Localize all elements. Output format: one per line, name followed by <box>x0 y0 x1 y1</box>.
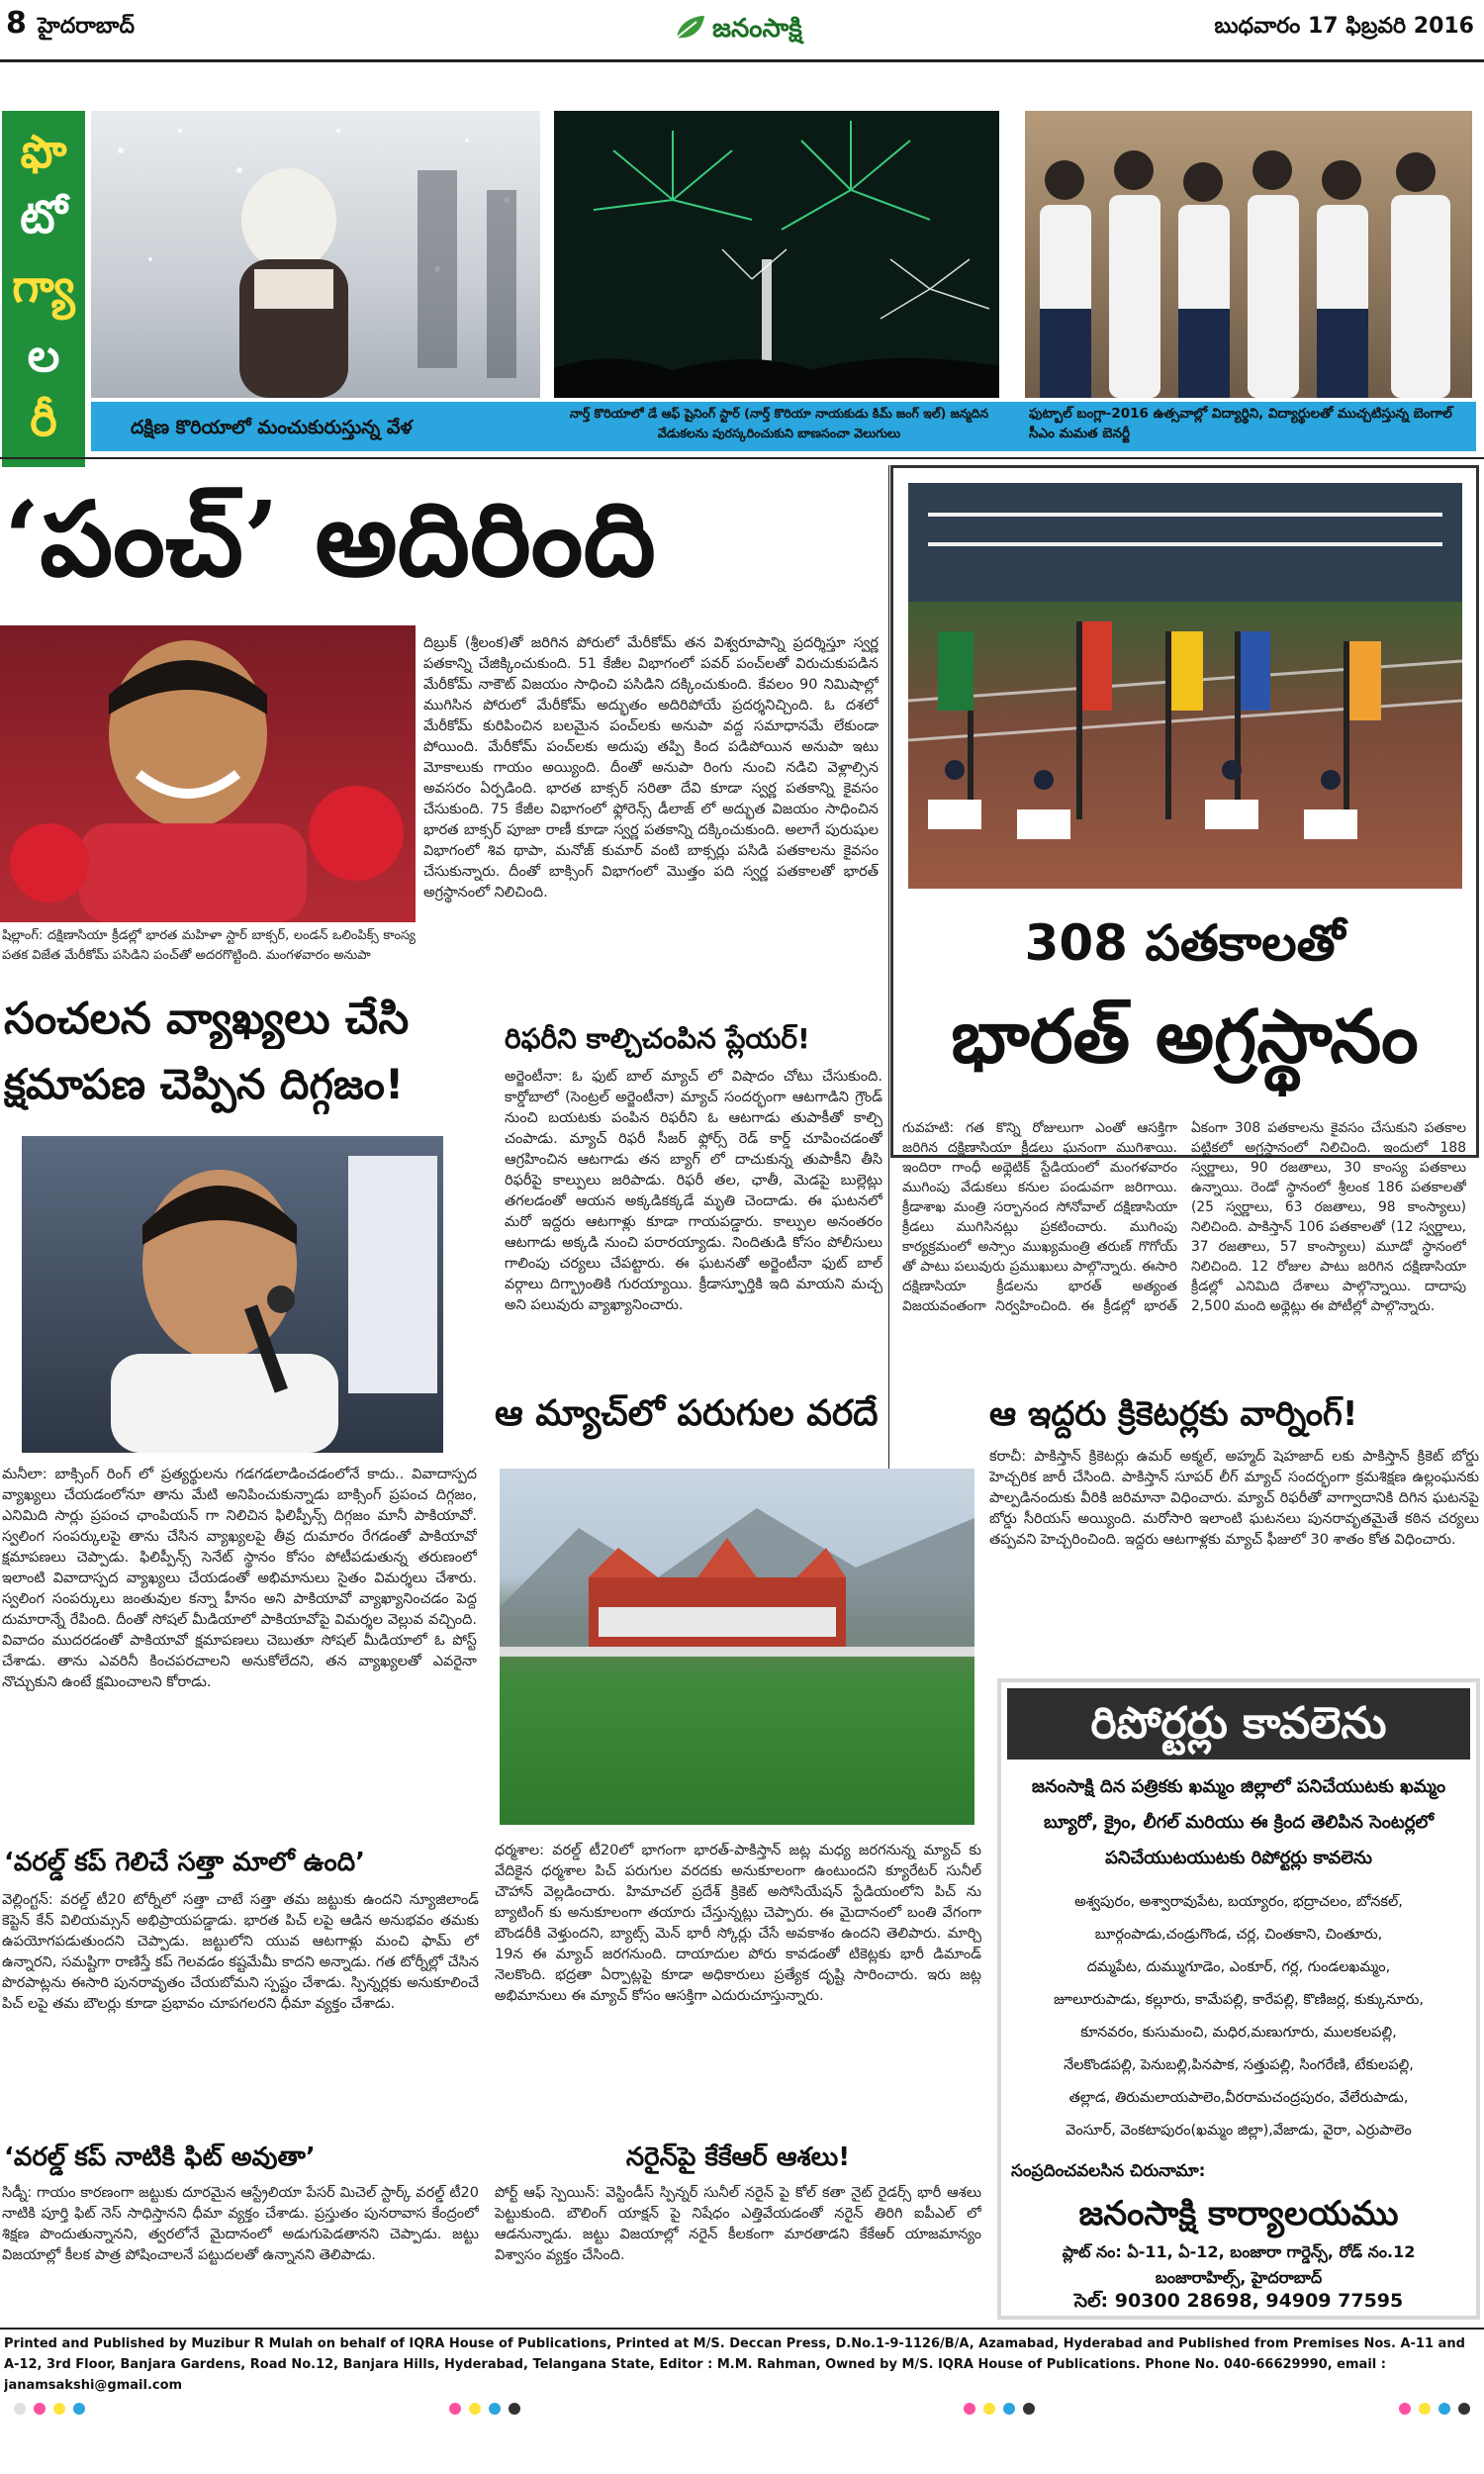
saf-headline-line1: 308 పతకాలతో <box>1024 914 1345 972</box>
warning-headline: ఆ ఇద్దరు క్రికెటర్లకు వార్నింగ్! <box>989 1394 1358 1434</box>
ad-intro: జనంసాక్షి దిన పత్రికకు ఖమ్మం జిల్లాలో పనిచేయుటకు ఖమ్మం బ్యూరో, క్రైం, లీగల్ మరియు ఈ క్రింద తెలిపిన సెంటర్లలో పనిచేయుటయుటకు రిపోర్టర్లు కావలెను <box>1031 1776 1446 1868</box>
fit-headline: ‘వరల్డ్ కప్ నాటికి ఫిట్ అవుతా’ <box>4 2142 316 2172</box>
page-number: 8 <box>6 6 27 41</box>
warning-body: కరాచీ: పాకిస్తాన్ క్రికెటర్లు ఉమర్ అక్మల్, అహ్మద్ షెహజాద్ లకు పాకిస్తాన్ క్రికెట్ బోర్డు హెచ్చరిక జారీ చేసింది. పాకిస్తాన్ సూపర్ లీగ్ మ్యాచ్ సందర్భంగా క్రమశిక్షణ ఉల్లంఘనకు పాల్పడినందుకు వీరికి జరిమానా విధించారు. మ్యాచ్ రిఫరీతో వాగ్వాదానికి దిగిన ఘటనపై బోర్డు సీరియస్ అయ్యింది. మరోసారి ఇలాంటి ఘటనలు పునరావృతమైతే కఠిన చర్యలు తప్పవని హెచ్చరించింది. ఇద్దరు ఆటగాళ్లకు మ్యాచ్ ఫీజులో 30 శాతం కోత విధించారు. <box>989 1449 1479 1548</box>
ad-address-line1: ప్లాట్ నం: ఏ-11, ఏ-12, బంజారా గార్డెన్స్, రోడ్ నం.12 <box>1062 2242 1416 2261</box>
gallery-side-letter: ల <box>27 329 60 382</box>
worldcup-headline: ‘వరల్డ్ కప్ గెలిచే సత్తా మాలో ఉంది’ <box>4 1848 365 1877</box>
pacquiao-headline-line1: సంచలన వ్యాఖ్యలు చేసి <box>4 994 410 1044</box>
kkr-headline: నరైన్‌పై కేకేఆర్ ఆశలు! <box>625 2142 851 2172</box>
ad-center-line: కూనవరం, కుసుమంచి, మధిర,మణుగూరు, ములకలపల్లి, <box>1080 2025 1397 2041</box>
saf-body: గువహటి: గత కొన్ని రోజులుగా ఎంతో ఆసక్తిగా జరిగిన దక్షిణాసియా క్రీడలు ఘనంగా ముగిశాయి. ఇందిరా గాంధీ అథ్లెటిక్ స్టేడియంలో మంగళవారం ముగింపు వేడుకలు కనుల పండువగా జరిగాయి. క్రీడాశాఖ మంత్రి సర్బానంద సోనోవాల్ దక్షిణాసియా క్రీడలు ముగిసినట్లు ప్రకటించారు. ముగింపు కార్యక్రమంలో అస్సాం ముఖ్యమంత్రి తరుణ్ గొగోయ్ తో పాటు పలువురు ప్రముఖులు పాల్గొన్నారు. ఈసారి దక్షిణాసియా క్రీడలను భారత్ అత్యంత విజయవంతంగా నిర్వహించింది. ఈ క్రీడల్లో భారత్ ఏకంగా 308 పతకాలను కైవసం చేసుకుని పతకాల పట్టికలో అగ్రస్థానంలో నిలిచింది. ఇందులో 188 స్వర్ణాలు, 90 రజతాలు, 30 కాంస్య పతకాలు ఉన్నాయి. రెండో స్థానంలో శ్రీలంక 186 పతకాలతో (25 స్వర్ణాలు, 63 రజతాలు, 98 కాంస్యాలు) నిలిచింది. పాకిస్తాన్ 106 పతకాలతో (12 స్వర్ణాలు, 37 రజతాలు, 57 కాంస్యాలు) మూడో స్థానంలో నిలిచింది. 12 రోజుల పాటు జరిగిన దక్షిణాసియా క్రీడల్లో ఎనిమిది దేశాలు పాల్గొన్నాయి. దాదాపు 2,500 మంది అథ్లెట్లు ఈ పోటీల్లో పాల్గొన్నారు. <box>902 1120 1466 1314</box>
ad-office-name: జనంసాక్షి కార్యాలయము <box>1078 2194 1399 2234</box>
imprint: Printed and Published by Muzibur R Mulah on behalf of IQRA House of Publications, Printed at M/S. Deccan Press, D.No.1-9-1126/B/A, Azamabad, Hyderabad and Published from Premises Nos. A-11 and A-12, 3rd Floor, Banjara Gardens, Road No.12, Banjara Hills, Hyderabad, Telangana State, Editor : M.M. Rahman, Owned by M/S. IQRA House of Publications. Phone No. 040-66629990, email : janamsakshi@gmail.com <box>4 2336 1465 2393</box>
gallery-caption-fireworks: నార్త్ కొరియాలో డే ఆఫ్ షైనింగ్ స్టార్ (నార్త్ కొరియా నాయకుడు కిమ్ జంగ్ ఇల్) జన్మదిన వేడుకలను పురస్కరించుకుని బాణసంచా వెలుగులు <box>569 406 989 440</box>
gallery-side-letter: గ్యా <box>12 259 75 313</box>
runs-headline: ఆ మ్యాచ్‌లో పరుగుల వరదే <box>495 1393 879 1434</box>
color-registration-strip <box>0 2401 1484 2417</box>
paper-name: జనంసాక్షి <box>712 14 802 44</box>
reporters-ad <box>997 1678 1480 2320</box>
ad-title: రిపోర్టర్లు కావలెను <box>1007 1688 1470 1760</box>
masthead <box>0 0 1484 65</box>
ad-center-line: నేలకొండపల్లి, పెనుబల్లి,పినపాక, సత్తుపల్లి, సింగరేణి, టేకులపల్లి, <box>1064 2057 1414 2073</box>
gallery-caption-snow: దక్షిణ కొరియాలో మంచుకురుస్తున్న వేళ <box>131 417 413 438</box>
saf-headline-line2: భారత్ అగ్రస్థానం <box>951 995 1419 1080</box>
ad-center-line: వెంసూర్, వెంకటాపురం(ఖమ్మం జిల్లా),వేజాడు, వైరా, ఎర్రుపాలెం <box>1066 2123 1412 2139</box>
ad-center-line: జూలూరుపాడు, కల్లూరు, కామేపల్లి, కారేపల్లి, కొణిజర్ల, కుక్కునూరు, <box>1054 1992 1424 2008</box>
lead-body: దిబ్రుక్ (శ్రీలంక)తో జరిగిన పోరులో మేరీకోమ్ తన విశ్వరూపాన్ని ప్రదర్శిస్తూ స్వర్ణ పతకాన్ని చేజిక్కించుకుంది. 51 కేజీల విభాగంలో పవర్ పంచ్‌లతో విరుచుకుపడిన మేరీకోమ్ నాకౌట్ విజయం సాధించి పసిడిని దక్కించుకుంది. కేవలం 90 నిమిషాల్లో ముగిసిన పోరులో మేరీకోమ్ అద్భుతం అదిరిపోయే ప్రదర్శనిచ్చింది. ఓ దశలో మేరీకోమ్ కురిపించిన బలమైన పంచ్‌లకు అనుపా వద్ద సమాధానమే లేకుండా పోయింది. మేరీకోమ్ పంచ్‌లకు అదుపు తప్పి కింద పడిపోయిన అనుపా ఇటు మోకాలుకు గాయం అయ్యింది. దీంతో అనుపా రింగు నుంచి నడిచి వెళ్లాల్సిన అవసరం ఏర్పడింది. భారత బాక్సర్ సరితా దేవి కూడా స్వర్ణ పతకాన్ని కైవసం చేసుకుంది. 75 కేజీల విభాగంలో ఫ్లోరెన్స్ డీలాజ్ లో అద్భుత విజయం సాధించిన భారత బాక్సర్ పూజా రాణీ కూడా స్వర్ణ పతకాన్ని దక్కించుకుంది. అలాగే పురుషుల విభాగంలో శివ థాపా, మనోజ్ కుమార్ వంటి బాక్సర్లు పసిడి పతకాలను కైవసం చేసుకున్నారు. దీంతో బాక్సింగ్ విభాగంలో మొత్తం పది స్వర్ణ పతకాలతో భారత్ అగ్రస్థానంలో నిలిచింది. <box>423 635 879 901</box>
lead-photo-boxer <box>0 625 416 922</box>
masthead-rule <box>0 59 1484 62</box>
gallery-side-letter: రీ <box>30 393 57 446</box>
ad-centers <box>1007 1886 1470 2153</box>
lead-headline: ‘పంచ్’ అదిరింది <box>4 478 656 600</box>
runs-body: ధర్మశాల: వరల్డ్ టీ20లో భాగంగా భారత్-పాకిస్తాన్ జట్ల మధ్య జరగనున్న మ్యాచ్ కు వేదికైన ధర్మశాల పిచ్ పరుగుల వరదకు అనుకూలంగా ఉంటుందని క్యూరేటర్ సునీల్ చౌహాన్ వెల్లడించారు. హిమాచల్ ప్రదేశ్ క్రికెట్ అసోసియేషన్ స్టేడియంలోని పిచ్ ను బ్యాటింగ్ కు అనుకూలంగా తయారు చేస్తున్నట్లు చెప్పారు. ఈ మైదానంలో బంతి వేగంగా బౌండరీకి వెళ్తుందని, బ్యాట్స్ మెన్ భారీ స్కోర్లు చేసే అవకాశం ఉందని తెలిపారు. మార్చి 19న ఈ మ్యాచ్ జరగనుంది. దాయాదుల పోరు కావడంతో టికెట్లకు భారీ డిమాండ్ నెలకొంది. భద్రతా ఏర్పాట్లపై కూడా అధికారులు ప్రత్యేక దృష్టి సారించారు. ఇరు జట్ల అభిమానులు ఈ మ్యాచ్ కోసం ఆసక్తిగా ఎదురుచూస్తున్నారు. <box>495 1843 981 2004</box>
kkr-body: పోర్ట్ ఆఫ్ స్పెయిన్: వెస్టిండీస్ స్పిన్నర్ సునీల్ నరైన్ పై కోల్ కతా నైట్ రైడర్స్ భారీ ఆశలు పెట్టుకుంది. బౌలింగ్ యాక్షన్ పై నిషేధం ఎత్తివేయడంతో నరైన్ తిరిగి ఐపీఎల్ లో ఆడనున్నాడు. జట్టు విజయాల్లో నరైన్ కీలకంగా మారతాడని కేకేఆర్ యాజమాన్యం విశ్వాసం వ్యక్తం చేసింది. <box>495 2185 981 2263</box>
runs-photo-stadium <box>500 1469 974 1825</box>
lead-photo-caption: షిల్లాంగ్: దక్షిణాసియా క్రీడల్లో భారత మహిళా స్టార్ బాక్సర్, లండన్ ఒలింపిక్స్ కాంస్య పతక విజేత మేరీకోమ్ పసిడిని పంచ్‌తో అదరగొట్టింది. మంగళవారం అనుపా <box>2 928 416 963</box>
ad-address-line2: బంజారాహిల్స్, హైదరాబాద్ <box>1155 2268 1323 2287</box>
gallery-caption-students: ఫుట్బాల్ బంగ్లా-2016 ఉత్సవాల్లో విద్యార్థిని, విద్యార్థులతో ముచ్చటిస్తున్న బెంగాల్ సీఎం మమత బెనర్జీ <box>1029 406 1452 441</box>
ad-center-line: అశ్వపురం, అశ్వారావుపేట, బయ్యారం, భద్రాచలం, బోనకల్, <box>1074 1894 1403 1910</box>
referee-body: అర్జెంటీనా: ఓ ఫుట్ బాల్ మ్యాచ్ లో విషాదం చోటు చేసుకుంది. కార్డోబాలో (సెంట్రల్ అర్జెంటీనా) మ్యాచ్ సందర్భంగా ఆటగాడిని గ్రౌండ్ నుంచి బయటకు పంపిన రిఫరీని ఓ ఆటగాడు తుపాకీతో కాల్చి చంపాడు. మ్యాచ్ రిఫరీ సీజర్ ఫ్లోర్స్ రెడ్ కార్డ్ చూపించడంతో ఆగ్రహించిన ఆటగాడు తన బ్యాగ్ లో దాచుకున్న తుపాకీని తీసి రిఫరీపై కాల్పులు జరిపాడు. రిఫరీ తల, ఛాతీ, మెడపై బుల్లెట్లు తగలడంతో ఆయన అక్కడికక్కడే మృతి చెందాడు. ఈ ఘటనలో మరో ఇద్దరు ఆటగాళ్లు కూడా గాయపడ్డారు. కాల్పుల అనంతరం ఆటగాడు అక్కడి నుంచి పరారయ్యాడు. నిందితుడి కోసం పోలీసులు గాలింపు చర్యలు చేపట్టారు. ఈ ఘటనతో అర్జెంటీనా ఫుట్ బాల్ వర్గాలు దిగ్భ్రాంతికి గురయ్యాయి. క్రీడాస్ఫూర్తికి ఇది మాయని మచ్చ అని పలువురు వ్యాఖ్యానించారు. <box>505 1069 882 1313</box>
ad-contact-label: సంప్రదించవలసిన చిరునామా: <box>1011 2161 1206 2181</box>
gallery-photo-students <box>1025 111 1472 398</box>
footer-rule <box>0 2328 1484 2330</box>
ad-phone: సెల్: 90300 28698, 94909 77595 <box>1073 2290 1404 2312</box>
gallery-photo-snow <box>91 111 540 398</box>
gallery-side-letter: ఫొ <box>20 125 67 178</box>
pacquiao-photo <box>22 1136 443 1453</box>
saf-photo-ceremony <box>908 483 1462 889</box>
gallery-rule <box>0 457 1484 459</box>
gallery-photo-fireworks <box>554 111 999 398</box>
ad-center-line: బూర్గంపాడు,చండ్రుగొండ, చర్ల, చింతకాని, చింతూరు, <box>1094 1927 1383 1943</box>
leaf-logo-icon <box>673 12 708 44</box>
gallery-side-label <box>2 111 85 467</box>
masthead-logo <box>673 10 831 49</box>
ad-center-line: దమ్మపేట, దుమ్ముగూడెం, ఎంకూర్, గర్ల, గుండలఖమ్మం, <box>1086 1959 1391 1975</box>
fit-body: సిడ్నీ: గాయం కారణంగా జట్టుకు దూరమైన ఆస్ట్రేలియా పేసర్ మిచెల్ స్టార్క్ వరల్డ్ టీ20 నాటికి పూర్తి ఫిట్ నెస్ సాధిస్తానని ధీమా వ్యక్తం చేశాడు. ప్రస్తుతం పునరావాస కేంద్రంలో శిక్షణ పొందుతున్నానని, త్వరలోనే మైదానంలో అడుగుపెడతానని చెప్పాడు. జట్టు విజయాల్లో కీలక పాత్ర పోషించాలనే పట్టుదలతో ఉన్నానని తెలిపాడు. <box>2 2185 479 2263</box>
worldcup-body: వెల్లింగ్టన్: వరల్డ్ టీ20 టోర్నీలో సత్తా చాటే సత్తా తమ జట్టుకు ఉందని న్యూజిలాండ్ కెప్టెన్ కేన్ విలియమ్సన్ అభిప్రాయపడ్డాడు. భారత పిచ్ లపై ఆడిన అనుభవం తమకు ఉపయోగపడుతుందని చెప్పాడు. జట్టులోని యువ ఆటగాళ్లు మంచి ఫామ్ లో ఉన్నారని, సమష్టిగా రాణిస్తే కప్ గెలవడం కష్టమేమీ కాదని అన్నాడు. గత టోర్నీల్లో చేసిన పొరపాట్లను ఈసారి పునరావృతం చేయబోమని స్పష్టం చేశాడు. స్పిన్నర్లకు అనుకూలించే పిచ్ లపై తమ బౌలర్లు కూడా ప్రభావం చూపగలరని ధీమా వ్యక్తం చేశాడు. <box>2 1892 479 2012</box>
masthead-city: హైదరాబాద్ <box>38 14 135 39</box>
referee-headline: రిఫరీని కాల్చిచంపిన ప్లేయర్! <box>505 1022 810 1055</box>
ad-center-line: తల్లాడ, తిరుమలాయపాలెం,వీరరామచంద్రపురం, వేలేరుపాడు, <box>1068 2090 1409 2106</box>
column-rule <box>888 465 889 1524</box>
gallery-side-letter: టో <box>20 190 67 243</box>
pacquiao-body: మనీలా: బాక్సింగ్ రింగ్ లో ప్రత్యర్థులను గడగడలాడించడంలోనే కాదు.. వివాదాస్పద వ్యాఖ్యలు చేయడంలోనూ తాను మేటి అనిపించుకున్నాడు బాక్సింగ్ ప్రపంచ దిగ్గజం, ఎనిమిది సార్లు ప్రపంచ ఛాంపియన్ గా నిలిచిన ఫిలిప్పీన్స్ దిగ్గజం మానీ పాకియావో. స్వలింగ సంపర్కులపై తాను చేసిన వ్యాఖ్యలపై తీవ్ర దుమారం రేగడంతో పాకియావో క్షమాపణలు చెప్పాడు. ఫిలిప్పీన్స్ సెనేట్ స్థానం కోసం పోటీపడుతున్న తరుణంలో ఇలాంటి వివాదాస్పద వ్యాఖ్యలు చేయడంతో అభిమానులు సైతం విమర్శలు చేశారు. స్వలింగ సంపర్కులు జంతువుల కన్నా హీనం అని పాకియావో వ్యాఖ్యానించడం పెద్ద దుమారాన్నే రేపింది. దీంతో సోషల్ మీడియాలో పాకియావోపై విమర్శల వెల్లువ వచ్చింది. వివాదం ముదరడంతో పాకియావో క్షమాపణలు చెబుతూ సోషల్ మీడియాలో ఓ పోస్ట్ చేశాడు. తాను ఎవరినీ కించపరచాలని అనుకోలేదని, తన వ్యాఖ్యలతో ఎవరైనా నొచ్చుకుని ఉంటే క్షమించాలని కోరాడు. <box>2 1467 477 1690</box>
masthead-date: బుధవారం 17 ఫిబ్రవరి 2016 <box>1214 14 1474 39</box>
pacquiao-headline-line2: క్షమాపణ చెప్పిన దిగ్గజం! <box>4 1060 405 1108</box>
